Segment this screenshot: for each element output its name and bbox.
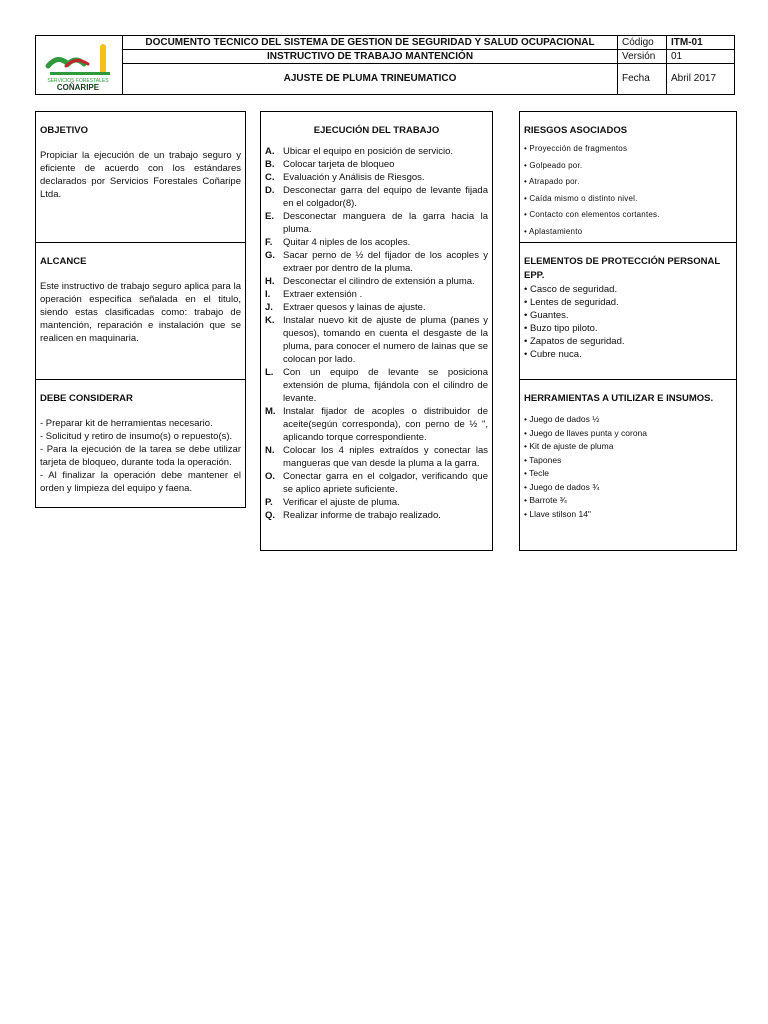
considerar-section xyxy=(36,380,245,507)
step-letter: L. xyxy=(265,367,274,378)
step-letter: A. xyxy=(265,146,275,157)
step-letter: E. xyxy=(265,211,274,222)
list-item: • Kit de ajuste de pluma xyxy=(524,441,614,451)
step-text: Con un equipo de levante se posiciona extensión de pluma, fijándola con el cilindro de levante. xyxy=(283,367,488,404)
step-item xyxy=(265,470,488,496)
codigo-label: Código xyxy=(618,36,667,50)
step-item xyxy=(265,236,488,249)
step-letter: F. xyxy=(265,237,273,248)
step-text: Colocar tarjeta de bloqueo xyxy=(283,159,395,170)
step-letter: N. xyxy=(265,445,275,456)
step-text: Colocar los 4 niples extraídos y conectar las mangueras que van desde la pluma a la garra. xyxy=(283,445,488,469)
doc-title-line2: INSTRUCTIVO DE TRABAJO MANTENCIÓN xyxy=(123,50,618,64)
step-text: Desconectar el cilindro de extensión a pluma. xyxy=(283,276,475,287)
list-item: - Para la ejecución de la tarea se debe utilizar tarjeta de bloqueo, durante toda la operación. xyxy=(40,444,241,468)
step-text: Extraer extensión . xyxy=(283,289,363,300)
step-text: Extraer quesos y lainas de ajuste. xyxy=(283,302,426,313)
steps-list xyxy=(265,145,488,522)
list-item: • Llave stilson 14" xyxy=(524,508,591,519)
step-letter: O. xyxy=(265,471,276,482)
objetivo-title: OBJETIVO xyxy=(40,125,89,136)
step-item xyxy=(265,496,488,509)
ejecucion-title: EJECUCIÓN DEL TRABAJO xyxy=(313,125,440,136)
step-item xyxy=(265,509,488,522)
version-label: Versión xyxy=(618,50,667,64)
list-item: • Tapones xyxy=(524,454,562,465)
step-letter: J. xyxy=(265,302,273,313)
considerar-title: DEBE CONSIDERAR xyxy=(40,393,133,404)
alcance-text: Este instructivo de trabajo seguro aplica para la operación especifica señalada en el titulo, siendo estas clasificadas como: trabajo de mantención, reparación e instalación que se realicen en maquinaria. xyxy=(40,281,241,344)
step-letter: G. xyxy=(265,250,276,261)
step-text: Desconectar garra del equipo de levante fijada en el colgador(8). xyxy=(283,185,488,209)
step-letter: I. xyxy=(265,289,271,300)
step-item xyxy=(265,171,488,184)
step-text: Evaluación y Análisis de Riesgos. xyxy=(283,172,425,183)
list-item: • Juego de llaves punta y corona xyxy=(524,427,648,438)
list-item: • Contacto con elementos cortantes. xyxy=(524,210,660,219)
left-column xyxy=(35,111,246,508)
version-value: 01 xyxy=(667,50,734,64)
step-item xyxy=(265,405,488,444)
list-item: • Buzo tipo piloto. xyxy=(524,323,598,334)
objetivo-text: Propiciar la ejecución de un trabajo seguro y eficiente de acuerdo con los estándares declarados por Servicios Forestales Coñaripe Ltda. xyxy=(40,150,241,200)
list-item: • Atrapado por. xyxy=(524,177,580,186)
list-item: • Casco de seguridad. xyxy=(524,284,618,295)
epp-list xyxy=(524,283,732,361)
step-text: Ubicar el equipo en posición de servicio. xyxy=(283,146,454,157)
step-item xyxy=(265,444,488,470)
codigo-value: ITM-01 xyxy=(667,36,734,50)
right-column xyxy=(519,111,737,551)
step-item xyxy=(265,158,488,171)
list-item: • Golpeado por. xyxy=(524,160,583,170)
step-text: Conectar garra en el colgador, verificando que se aplico apriete suficiente. xyxy=(283,471,488,495)
step-letter: Q. xyxy=(265,510,276,521)
list-item: • Juego de dados ¾ xyxy=(524,481,600,492)
step-text: Realizar informe de trabajo realizado. xyxy=(283,510,441,521)
step-text: Quitar 4 niples de los acoples. xyxy=(283,237,411,248)
list-item: - Al finalizar la operación debe mantener el orden y limpieza del equipo y faena. xyxy=(40,470,241,494)
step-item xyxy=(265,275,488,288)
step-item xyxy=(265,314,488,366)
list-item: • Guantes. xyxy=(524,310,569,321)
step-item xyxy=(265,301,488,314)
logo-brand: COÑARIPE xyxy=(56,83,100,92)
list-item: • Cubre nuca. xyxy=(524,349,582,360)
logo-cell xyxy=(36,36,123,94)
herramientas-list xyxy=(524,413,732,521)
alcance-section xyxy=(36,243,245,380)
list-item: • Barrote ¾ xyxy=(524,495,567,505)
company-logo xyxy=(36,36,122,93)
alcance-title: ALCANCE xyxy=(40,256,87,267)
middle-column xyxy=(260,111,493,551)
fecha-label: Fecha xyxy=(618,64,667,94)
step-text: Verificar el ajuste de pluma. xyxy=(283,497,400,508)
step-letter: B. xyxy=(265,159,275,170)
step-item xyxy=(265,288,488,301)
step-letter: H. xyxy=(265,276,275,287)
list-item: • Juego de dados ½ xyxy=(524,414,600,424)
document-header xyxy=(35,35,735,95)
step-text: Sacar perno de ½ del fijador de los acoples y extraer por dentro de la pluma. xyxy=(283,250,488,274)
epp-title: ELEMENTOS DE PROTECCIÓN PERSONAL EPP. xyxy=(524,256,721,281)
objetivo-section xyxy=(36,112,245,243)
herramientas-section xyxy=(520,380,736,550)
step-letter: D. xyxy=(265,185,275,196)
list-item: • Tecle xyxy=(524,468,550,478)
step-letter: K. xyxy=(265,315,275,326)
step-item xyxy=(265,184,488,210)
step-text: Instalar fijador de acoples o distribuidor de aceite(según corresponda), con perno de ½ ", aplicando torque correspondiente. xyxy=(283,406,488,443)
step-letter: C. xyxy=(265,172,275,183)
riesgos-title: RIESGOS ASOCIADOS xyxy=(524,125,628,136)
list-item: • Caída mismo o distinto nivel. xyxy=(524,193,638,203)
step-item xyxy=(265,210,488,236)
step-item xyxy=(265,366,488,405)
step-letter: P. xyxy=(265,497,273,508)
list-item: • Aplastamiento xyxy=(524,226,583,236)
list-item: • Lentes de seguridad. xyxy=(524,297,619,308)
step-letter: M. xyxy=(265,406,276,417)
step-text: Instalar nuevo kit de ajuste de pluma (panes y quesos), tomando en cuenta el desgaste de la pluma, para conocer el numero de lainas que se colocan por lado. xyxy=(283,315,488,365)
list-item: • Proyección de fragmentos xyxy=(524,144,628,153)
considerar-list xyxy=(40,417,241,495)
herramientas-title: HERRAMIENTAS A UTILIZAR E INSUMOS. xyxy=(524,393,714,404)
epp-section xyxy=(520,243,736,380)
doc-title-line1: DOCUMENTO TECNICO DEL SISTEMA DE GESTION DE SEGURIDAD Y SALUD OCUPACIONAL xyxy=(123,36,618,50)
step-item xyxy=(265,145,488,158)
doc-title-main: AJUSTE DE PLUMA TRINEUMATICO xyxy=(123,64,618,94)
step-text: Desconectar manguera de la garra hacia la pluma. xyxy=(283,211,488,235)
list-item: - Preparar kit de herramientas necesario. xyxy=(40,418,213,429)
riesgos-section xyxy=(520,112,736,243)
riesgos-list xyxy=(524,141,732,240)
list-item: • Zapatos de seguridad. xyxy=(524,336,625,347)
step-item xyxy=(265,249,488,275)
list-item: - Solicitud y retiro de insumo(s) o repuesto(s). xyxy=(40,431,233,442)
fecha-value: Abril 2017 xyxy=(671,73,717,84)
logo-subtext: SERVICIOS FORESTALES xyxy=(47,78,109,84)
